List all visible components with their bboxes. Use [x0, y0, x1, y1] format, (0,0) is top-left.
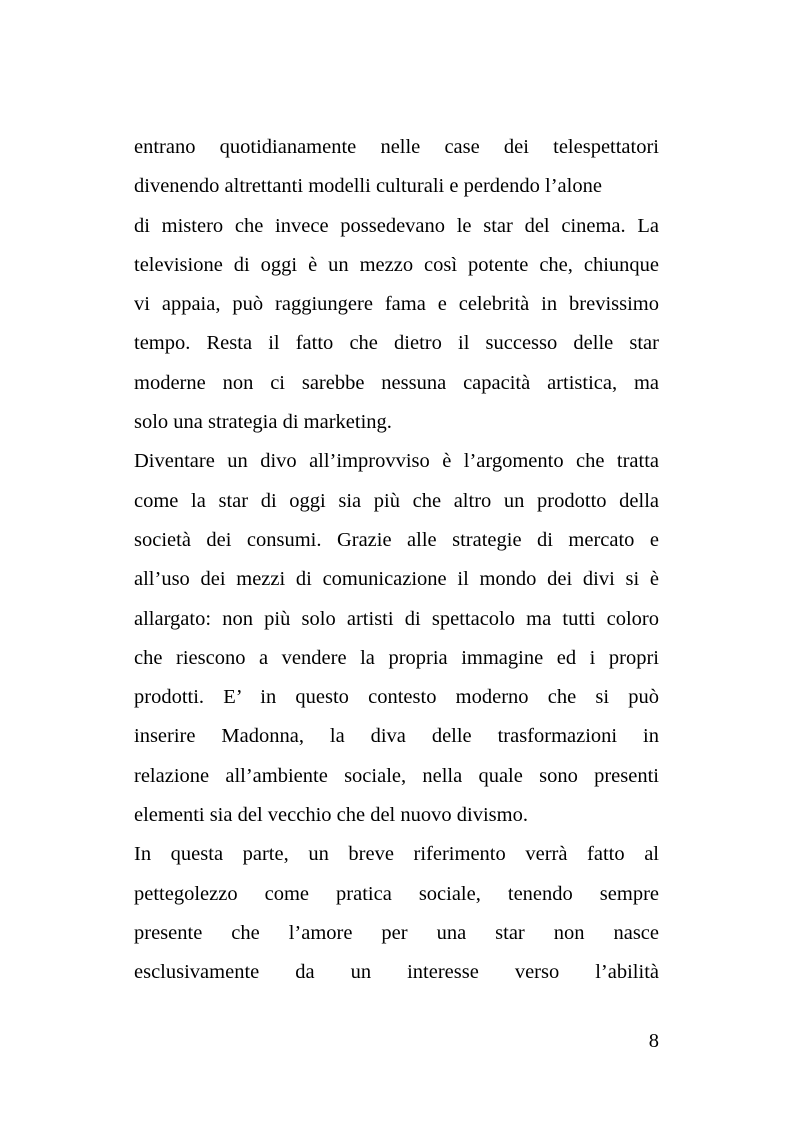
- text-line: tempo. Resta il fatto che dietro il successo delle star: [134, 332, 659, 355]
- text-line: televisione di oggi è un mezzo così potente che, chiunque: [134, 253, 659, 276]
- text-line: pettegolezzo come pratica sociale, tenendo sempre: [134, 882, 659, 905]
- text-line: come la star di oggi sia più che altro un prodotto della: [134, 489, 659, 512]
- text-line: divenendo altrettanti modelli culturali e perdendo l’alone: [134, 175, 602, 198]
- text-line: allargato: non più solo artisti di spettacolo ma tutti coloro: [134, 607, 659, 630]
- text-line: presente che l’amore per una star non nasce: [134, 921, 659, 944]
- text-line: entrano quotidianamente nelle case dei telespettatori: [134, 136, 659, 158]
- text-line: moderne non ci sarebbe nessuna capacità artistica, ma: [134, 371, 659, 394]
- text-line: inserire Madonna, la diva delle trasformazioni in: [134, 725, 659, 748]
- text-line: esclusivamente da un interesse verso l’abilità: [134, 961, 659, 984]
- text-line: all’uso dei mezzi di comunicazione il mondo dei divi si è: [134, 568, 659, 591]
- text-line: elementi sia del vecchio che del nuovo divismo.: [134, 804, 528, 827]
- text-line: società dei consumi. Grazie alle strategie di mercato e: [134, 528, 659, 551]
- text-line: relazione all’ambiente sociale, nella quale sono presenti: [134, 764, 659, 787]
- text-line: vi appaia, può raggiungere fama e celebrità in brevissimo: [134, 293, 659, 316]
- text-line: solo una strategia di marketing.: [134, 411, 392, 434]
- text-line: In questa parte, un breve riferimento verrà fatto al: [134, 843, 659, 866]
- text-line: di mistero che invece possedevano le star del cinema. La: [134, 214, 659, 237]
- text-line: prodotti. E’ in questo contesto moderno che si può: [134, 686, 659, 709]
- text-line: Diventare un divo all’improvviso è l’argomento che tratta: [134, 450, 659, 473]
- text-line: che riescono a vendere la propria immagine ed i propri: [134, 646, 659, 669]
- page-number: 8: [648, 1030, 659, 1052]
- body-text: [134, 128, 659, 993]
